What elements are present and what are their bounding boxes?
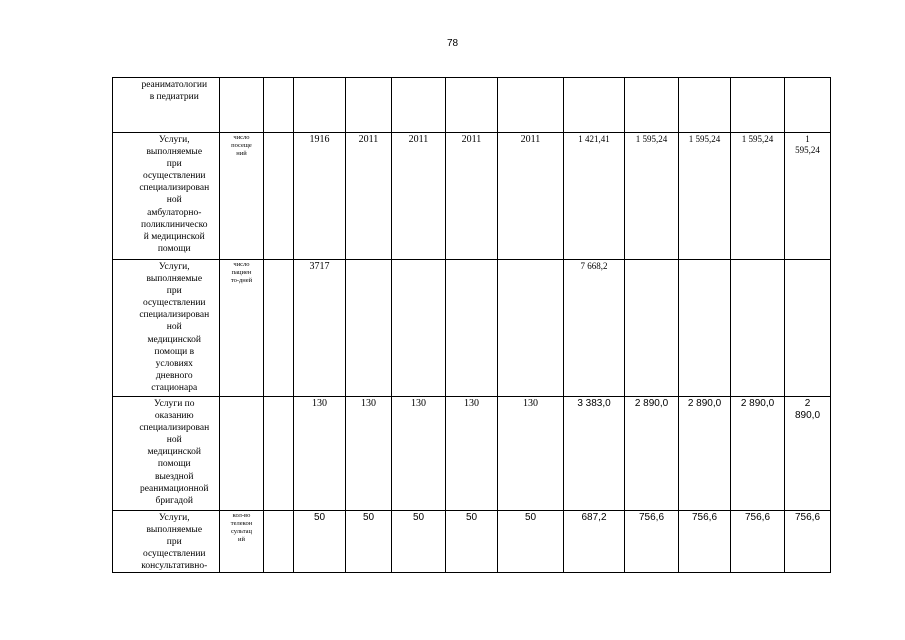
value-cell: 130 — [498, 397, 564, 511]
cost-cell: 1 595,24 — [625, 133, 679, 260]
value-cell — [392, 260, 446, 397]
value-cell: 3717 — [294, 260, 346, 397]
cost-cell: 756,6 — [785, 511, 831, 573]
value-cell: 130 — [346, 397, 392, 511]
cost-cell — [785, 78, 831, 133]
cost-cell — [785, 260, 831, 397]
cost-cell — [731, 78, 785, 133]
cost-cell: 756,6 — [731, 511, 785, 573]
cost-cell — [679, 78, 731, 133]
value-cell: 130 — [392, 397, 446, 511]
value-cell: 2011 — [392, 133, 446, 260]
empty-cell — [264, 260, 294, 397]
unit-cell: кол-во телекон сультац ий — [220, 511, 264, 573]
empty-cell — [264, 511, 294, 573]
value-cell — [498, 78, 564, 133]
cost-cell: 687,2 — [564, 511, 625, 573]
empty-cell — [264, 78, 294, 133]
service-name: Услуги, выполняемые при осуществлении специализирован ной медицинской помощи в условиях дневного стационара — [130, 260, 220, 397]
cost-cell — [564, 78, 625, 133]
table-row — [113, 511, 831, 573]
cost-cell: 756,6 — [679, 511, 731, 573]
value-cell: 130 — [294, 397, 346, 511]
cost-cell: 2 890,0 — [785, 397, 831, 511]
cost-cell: 2 890,0 — [731, 397, 785, 511]
service-name: Услуги, выполняемые при осуществлении специализирован ной амбулаторно- поликлиническо й медицинской помощи — [130, 133, 220, 260]
value-cell: 50 — [294, 511, 346, 573]
table-row — [113, 133, 831, 260]
service-name: реаниматологии в педиатрии — [130, 78, 220, 133]
value-cell — [446, 260, 498, 397]
value-cell: 50 — [498, 511, 564, 573]
value-cell: 50 — [346, 511, 392, 573]
value-cell: 2011 — [446, 133, 498, 260]
table-row — [113, 260, 831, 397]
cost-cell: 1 595,24 — [731, 133, 785, 260]
cost-cell: 1 595,24 — [785, 133, 831, 260]
value-cell: 1916 — [294, 133, 346, 260]
unit-cell — [220, 78, 264, 133]
value-cell — [498, 260, 564, 397]
value-cell — [294, 78, 346, 133]
cost-cell: 2 890,0 — [625, 397, 679, 511]
empty-cell — [264, 133, 294, 260]
cost-cell: 1 595,24 — [679, 133, 731, 260]
cost-cell — [625, 260, 679, 397]
value-cell: 2011 — [346, 133, 392, 260]
value-cell — [446, 78, 498, 133]
cost-cell: 7 668,2 — [564, 260, 625, 397]
value-cell: 2011 — [498, 133, 564, 260]
cost-cell — [625, 78, 679, 133]
service-name: Услуги по оказанию специализирован ной медицинской помощи выездной реанимационной бригадой — [130, 397, 220, 511]
value-cell — [346, 78, 392, 133]
cost-cell: 2 890,0 — [679, 397, 731, 511]
cost-cell — [679, 260, 731, 397]
value-cell: 130 — [446, 397, 498, 511]
service-name: Услуги, выполняемые при осуществлении консультативно- — [130, 511, 220, 573]
cost-cell — [731, 260, 785, 397]
value-cell: 50 — [446, 511, 498, 573]
empty-cell — [264, 397, 294, 511]
unit-cell: число посеще ний — [220, 133, 264, 260]
page-number: 78 — [446, 38, 459, 49]
cost-cell: 1 421,41 — [564, 133, 625, 260]
unit-cell: число пациен то-дней — [220, 260, 264, 397]
table-row — [113, 397, 831, 511]
table-row — [113, 78, 831, 133]
unit-cell — [220, 397, 264, 511]
value-cell — [346, 260, 392, 397]
services-table — [112, 77, 831, 573]
value-cell — [392, 78, 446, 133]
cost-cell: 3 383,0 — [564, 397, 625, 511]
value-cell: 50 — [392, 511, 446, 573]
cost-cell: 756,6 — [625, 511, 679, 573]
